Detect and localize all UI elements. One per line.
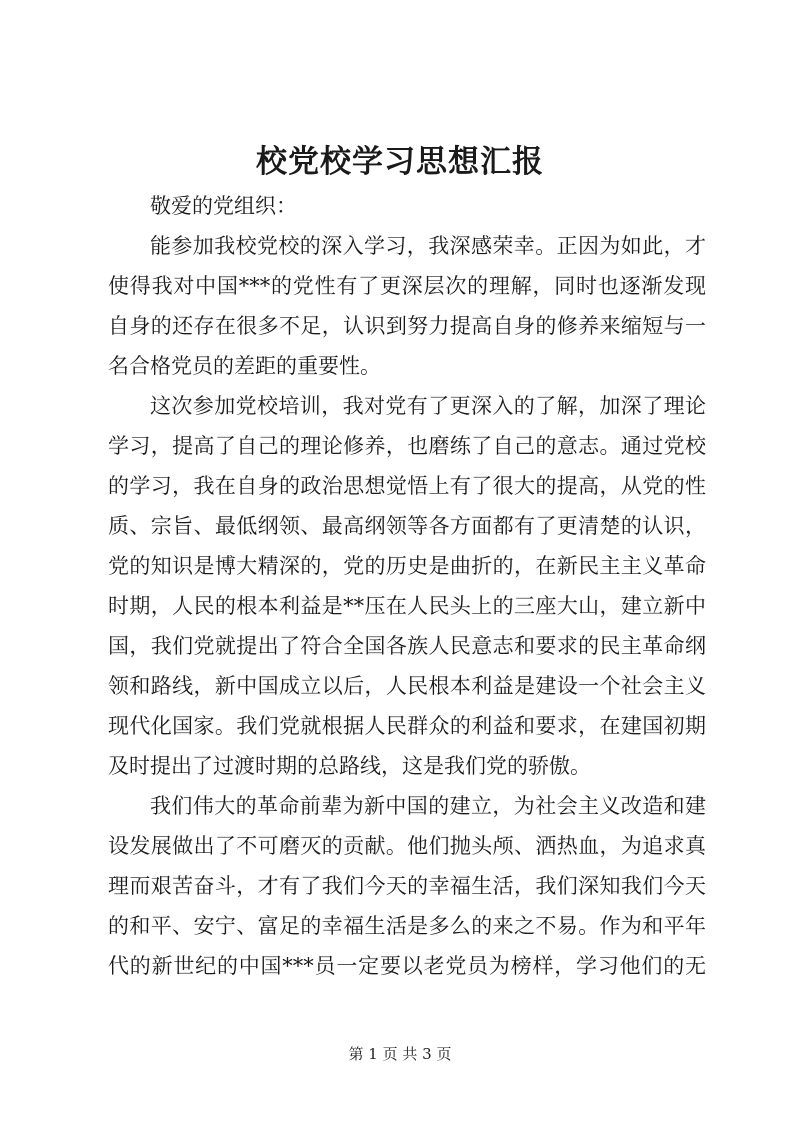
page-footer: 第 1 页 共 3 页	[348, 1045, 452, 1063]
paragraph-line: 党的知识是博大精深的，党的历史是曲折的，在新民主主义革命	[108, 554, 706, 578]
salutation-line: 敬爱的党组织：	[150, 194, 297, 218]
page-title: 校党校学习思想汇报	[256, 144, 544, 180]
paragraph-line: 时期，人民的根本利益是**压在人民头上的三座大山，建立新中	[108, 594, 706, 618]
paragraph-line: 国，我们党就提出了符合全国各族人民意志和要求的民主革命纲	[108, 634, 706, 658]
paragraph-line: 质、宗旨、最低纲领、最高纲领等各方面都有了更清楚的认识，	[108, 514, 706, 538]
document-body	[108, 186, 706, 986]
paragraph-line: 自身的还存在很多不足，认识到努力提高自身的修养来缩短与一	[108, 314, 706, 338]
paragraph-line: 这次参加党校培训，我对党有了更深入的了解，加深了理论	[150, 394, 706, 418]
paragraph-line: 理而艰苦奋斗，才有了我们今天的幸福生活，我们深知我们今天	[108, 874, 706, 898]
paragraph-line: 能参加我校党校的深入学习，我深感荣幸。正因为如此，才	[150, 234, 706, 258]
paragraph-line: 的和平、安宁、富足的幸福生活是多么的来之不易。作为和平年	[108, 914, 706, 938]
paragraph-line: 学习，提高了自己的理论修养，也磨练了自己的意志。通过党校	[108, 434, 706, 458]
paragraph-line: 领和路线，新中国成立以后，人民根本利益是建设一个社会主义	[108, 674, 706, 698]
paragraph-line: 代的新世纪的中国***员一定要以老党员为榜样，学习他们的无	[108, 954, 706, 978]
paragraph-line: 使得我对中国***的党性有了更深层次的理解，同时也逐渐发现	[108, 274, 706, 298]
paragraph-line: 及时提出了过渡时期的总路线，这是我们党的骄傲。	[108, 754, 591, 778]
paragraph-line: 我们伟大的革命前辈为新中国的建立，为社会主义改造和建	[150, 794, 706, 818]
paragraph-line: 现代化国家。我们党就根据人民群众的利益和要求，在建国初期	[108, 714, 706, 738]
paragraph-line: 名合格党员的差距的重要性。	[108, 354, 381, 378]
paragraph-line: 的学习，我在自身的政治思想觉悟上有了很大的提高，从党的性	[108, 474, 706, 498]
paragraph-line: 设发展做出了不可磨灭的贡献。他们抛头颅、洒热血，为追求真	[108, 834, 706, 858]
